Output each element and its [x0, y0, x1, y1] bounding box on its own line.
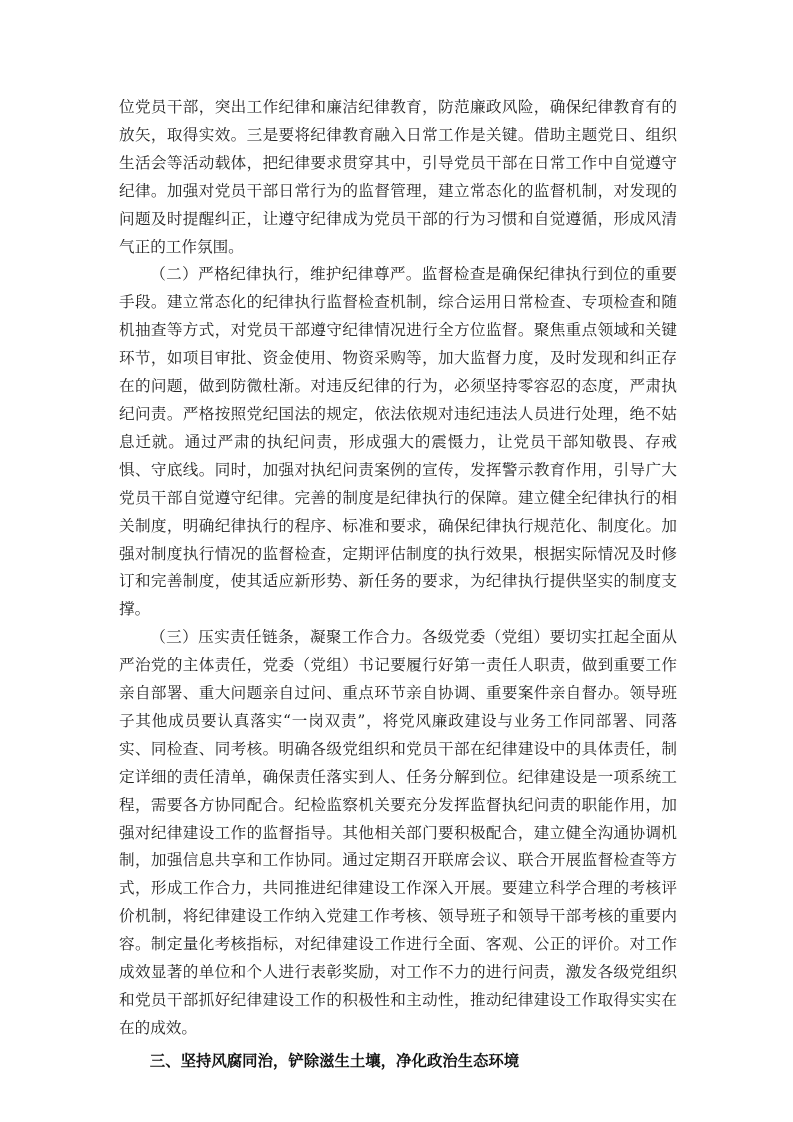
paragraph-continuation: 位党员干部，突出工作纪律和廉洁纪律教育，防范廉政风险，确保纪律教育有的放矢，取得实效。三是要将纪律教育融入日常工作是关键。借助主题党日、组织生活会等活动载体，把纪律要求贯穿其中，引导党员干部在日常工作中自觉遵守纪律。加强对党员干部日常行为的监督管理，建立常态化的监督机制，对发现的问题及时提醒纠正，让遵守纪律成为党员干部的行为习惯和自觉遵循，形成风清气正的工作氛围。 — [119, 98, 677, 256]
section-heading: 三、坚持风腐同治，铲除滋生土壤，净化政治生态环境 — [149, 1051, 520, 1070]
paragraph-section-2: （二）严格纪律执行，维护纪律尊严。监督检查是确保纪律执行到位的重要手段。建立常态化的纪律执行监督检查机制，综合运用日常检查、专项检查和随机抽查等方式，对党员干部遵守纪律情况进行全方位监督。聚焦重点领域和关键环节，如项目审批、资金使用、物资采购等，加大监督力度，及时发现和纠正存在的问题，做到防微杜渐。对违反纪律的行为，必须坚持零容忍的态度，严肃执纪问责。严格按照党纪国法的规定，依法依规对违纪违法人员进行处理，绝不姑息迁就。通过严肃的执纪问责，形成强大的震慑力，让党员干部知敬畏、存戒惧、守底线。同时，加强对执纪问责案例的宣传，发挥警示教育作用，引导广大党员干部自觉遵守纪律。完善的制度是纪律执行的保障。建立健全纪律执行的相关制度，明确纪律执行的程序、标准和要求，确保纪律执行规范化、制度化。加强对制度执行情况的监督检查，定期评估制度的执行效果，根据实际情况及时修订和完善制度，使其适应新形势、新任务的要求，为纪律执行提供坚实的制度支撑。 — [119, 265, 677, 619]
document-page — [119, 94, 677, 1076]
paragraph-section-3: （三）压实责任链条，凝聚工作合力。各级党委（党组）要切实扛起全面从严治党的主体责任，党委（党组）书记要履行好第一责任人职责，做到重要工作亲自部署、重大问题亲自过问、重点环节亲自协调、重要案件亲自督办。领导班子其他成员要认真落实“一岗双责”，将党风廉政建设与业务工作同部署、同落实、同检查、同考核。明确各级党组织和党员干部在纪律建设中的具体责任，制定详细的责任清单，确保责任落实到人、任务分解到位。纪律建设是一项系统工程，需要各方协同配合。纪检监察机关要充分发挥监督执纪问责的职能作用，加强对纪律建设工作的监督指导。其他相关部门要积极配合，建立健全沟通协调机制，加强信息共享和工作协同。通过定期召开联席会议、联合开展监督检查等方式，形成工作合力，共同推进纪律建设工作深入开展。要建立科学合理的考核评价机制，将纪律建设工作纳入党建工作考核、领导班子和领导干部考核的重要内容。制定量化考核指标，对纪律建设工作进行全面、客观、公正的评价。对工作成效显著的单位和个人进行表彰奖励，对工作不力的进行问责，激发各级党组织和党员干部抓好纪律建设工作的积极性和主动性，推动纪律建设工作取得实实在在的成效。 — [119, 628, 677, 1037]
